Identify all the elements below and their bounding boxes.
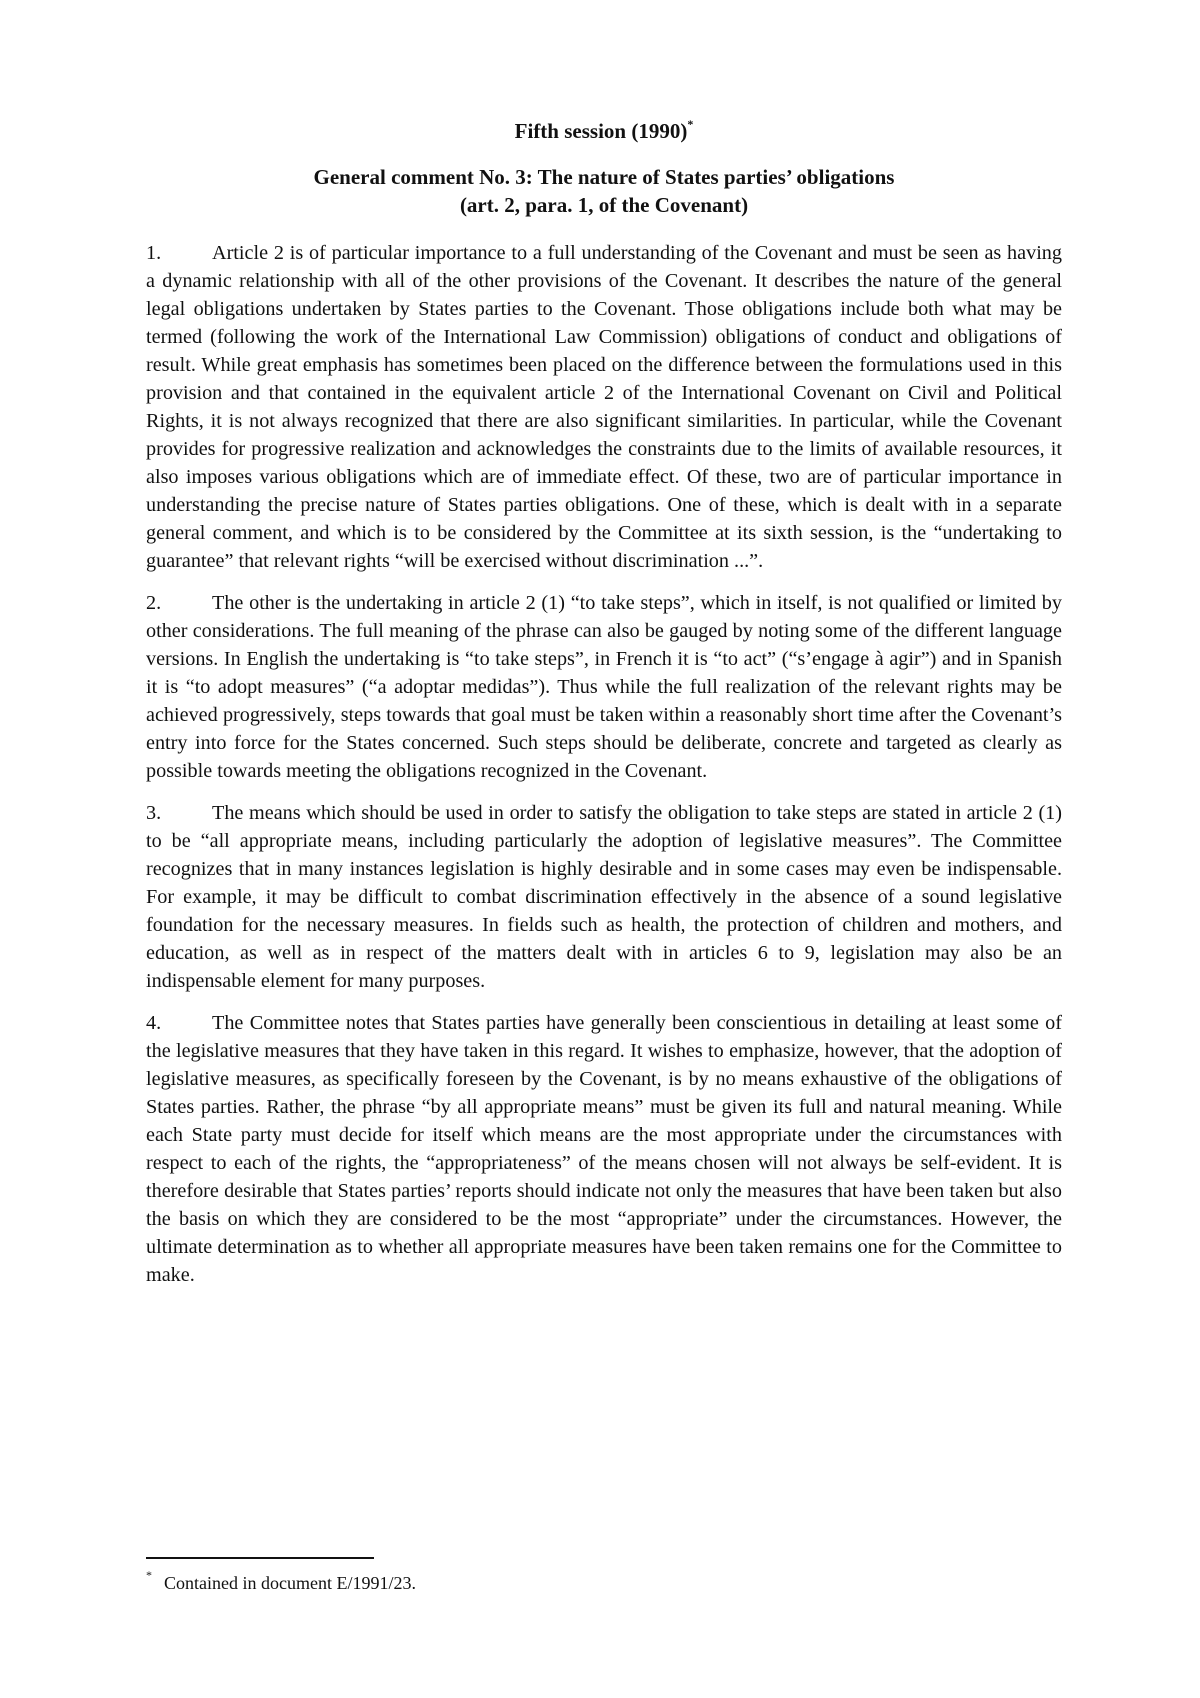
paragraph-3 [146,799,1062,995]
comment-title-line-2: (art. 2, para. 1, of the Covenant) [459,193,749,217]
paragraph-text: Article 2 is of particular importance to a full understanding of the Covenant and must be seen as having a dynamic relationship with all of the other provisions of the Covenant. It describes the nature of the general legal obligations undertaken by States parties to the Covenant. Those obligations include both what may be termed (following the work of the International Law Commission) obligations of conduct and obligations of result. While great emphasis has sometimes been placed on the difference between the formulations used in this provision and that contained in the equivalent article 2 of the International Covenant on Civil and Political Rights, it is not always recognized that there are also significant similarities. In particular, while the Covenant provides for progressive realization and acknowledges the constraints due to the limits of available resources, it also imposes various obligations which are of immediate effect. Of these, two are of particular importance in understanding the precise nature of States parties obligations. One of these, which is dealt with in a separate general comment, and which is to be considered by the Committee at its sixth session, is the “undertaking to guarantee” that relevant rights “will be exercised without discrimination ...”. [146,242,1062,572]
footnote [146,1566,416,1595]
paragraph-text: The Committee notes that States parties have generally been conscientious in detailing at least some of the legislative measures that they have taken in this regard. It wishes to emphasize, however, that the adoption of legislative measures, as specifically foreseen by the Covenant, is by no means exhaustive of the obligations of States parties. Rather, the phrase “by all appropriate means” must be given its full and natural meaning. While each State party must decide for itself which means are the most appropriate under the circumstances with respect to each of the rights, the “appropriateness” of the means chosen will not always be self-evident. It is therefore desirable that States parties’ reports should indicate not only the measures that have been taken but also the basis on which they are considered to be the most “appropriate” under the circumstances. However, the ultimate determination as to whether all appropriate measures have been taken remains one for the Committee to make. [146,1012,1062,1286]
comment-title-line-1: General comment No. 3: The nature of States parties’ obligations [313,165,895,189]
paragraph-4 [146,1009,1062,1289]
comment-title [146,163,1062,219]
paragraph-number: 2. [146,592,162,614]
footnote-reference[interactable]: * [687,117,694,131]
footnote-text: Contained in document E/1991/23. [164,1573,416,1593]
footnote-marker: * [146,1568,152,1582]
footnote-separator [146,1557,374,1559]
session-title [146,112,1062,145]
paragraph-number: 3. [146,802,162,824]
paragraph-2 [146,589,1062,785]
paragraph-1 [146,239,1062,575]
paragraph-text: The means which should be used in order to satisfy the obligation to take steps are stated in article 2 (1) to be “all appropriate means, including particularly the adoption of legislative measures”. The Committee recognizes that in many instances legislation is highly desirable and in some cases may even be indispensable. For example, it may be difficult to combat discrimination effectively in the absence of a sound legislative foundation for the necessary measures. In fields such as health, the protection of children and mothers, and education, as well as in respect of the matters dealt with in articles 6 to 9, legislation may also be an indispensable element for many purposes. [146,802,1062,992]
paragraph-number: 1. [146,242,162,264]
paragraph-text: The other is the undertaking in article 2 (1) “to take steps”, which in itself, is not qualified or limited by other considerations. The full meaning of the phrase can also be gauged by noting some of the different language versions. In English the undertaking is “to take steps”, in French it is “to act” (“s’engage à agir”) and in Spanish it is “to adopt measures” (“a adoptar medidas”). Thus while the full realization of the relevant rights may be achieved progressively, steps towards that goal must be taken within a reasonably short time after the Covenant’s entry into force for the States concerned. Such steps should be deliberate, concrete and targeted as clearly as possible towards meeting the obligations recognized in the Covenant. [146,592,1062,782]
session-title-text: Fifth session (1990) [514,119,688,143]
paragraph-number: 4. [146,1012,162,1034]
